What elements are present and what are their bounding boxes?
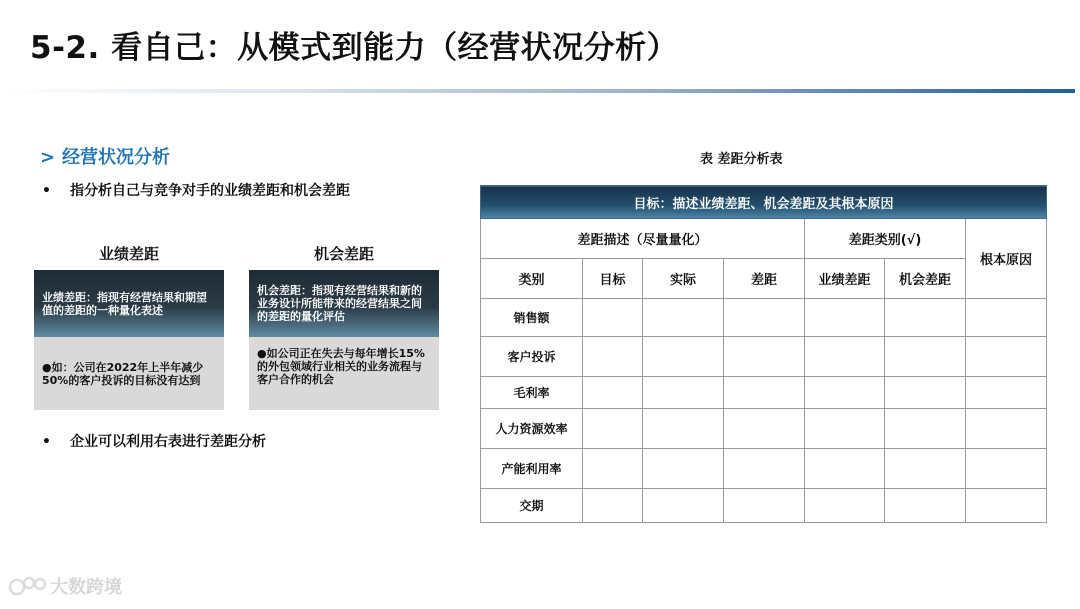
- table-cell: [966, 489, 1047, 523]
- table-column-header: 差距: [724, 259, 805, 299]
- table-row: [481, 449, 1047, 489]
- table-cell: [966, 299, 1047, 337]
- row-label: 人力资源效率: [481, 409, 583, 449]
- table-cell: [583, 299, 643, 337]
- table-banner: 目标：描述业绩差距、机会差距及其根本原因: [481, 186, 1047, 219]
- table-row: [481, 377, 1047, 409]
- table-row: [481, 409, 1047, 449]
- bullet-item: [42, 180, 350, 200]
- table-cell: [724, 449, 805, 489]
- card-definition: [249, 270, 439, 337]
- table-cell: [805, 409, 885, 449]
- table-cell: [805, 489, 885, 523]
- row-label: 客户投诉: [481, 337, 583, 377]
- card-opportunity-gap: [249, 270, 439, 410]
- table-cell: [966, 337, 1047, 377]
- table-cell: [966, 377, 1047, 409]
- row-label: 销售额: [481, 299, 583, 337]
- table-caption: 表 差距分析表: [700, 152, 783, 167]
- table-group-header: 根本原因: [966, 219, 1047, 299]
- table-cell: [885, 299, 966, 337]
- table-cell: [724, 489, 805, 523]
- table-cell: [643, 489, 724, 523]
- table-cell: [643, 449, 724, 489]
- row-label: 产能利用率: [481, 449, 583, 489]
- table-cell: [583, 377, 643, 409]
- table-cell: [805, 299, 885, 337]
- table-row: [481, 489, 1047, 523]
- bullet-text: 指分析自己与竞争对手的业绩差距和机会差距: [70, 183, 350, 199]
- table-column-header: 机会差距: [885, 259, 966, 299]
- table-column-header: 类别: [481, 259, 583, 299]
- table-cell: [724, 409, 805, 449]
- bullet-icon: •: [42, 183, 51, 199]
- table-cell: [885, 449, 966, 489]
- card-example: [34, 337, 224, 410]
- table-cell: [966, 409, 1047, 449]
- bullet-item: [42, 431, 266, 451]
- watermark: [8, 572, 122, 600]
- brand-logo-icon: [8, 572, 48, 600]
- card-performance-gap: [34, 270, 224, 410]
- table-column-header: 目标: [583, 259, 643, 299]
- table-cell: [724, 337, 805, 377]
- title-divider: [0, 89, 1075, 93]
- chevron-right-icon: >: [40, 147, 56, 168]
- page-title: 5-2. 看自己：从模式到能力（经营状况分析）: [30, 30, 679, 66]
- card-title-opportunity-gap: 机会差距: [313, 245, 374, 263]
- watermark-text: 大数跨境: [50, 577, 122, 598]
- section-heading-label: 经营状况分析: [62, 147, 170, 168]
- table-cell: [885, 377, 966, 409]
- card-definition: [34, 270, 224, 337]
- bullet-icon: •: [42, 434, 51, 450]
- table-cell: [724, 377, 805, 409]
- table-cell: [805, 377, 885, 409]
- table-cell: [885, 337, 966, 377]
- row-label: 毛利率: [481, 377, 583, 409]
- bullet-text: 企业可以利用右表进行差距分析: [70, 434, 266, 450]
- card-title-performance-gap: 业绩差距: [98, 245, 159, 263]
- table-group-header: 差距描述（尽量量化）: [481, 219, 805, 259]
- table-cell: [805, 337, 885, 377]
- section-heading: [40, 143, 170, 169]
- table-row: [481, 337, 1047, 377]
- table-cell: [724, 299, 805, 337]
- card-definition-text: 机会差距：指现有经营结果和新的业务设计所能带来的经营结果之间的差距的量化评估: [257, 284, 422, 323]
- table-cell: [583, 337, 643, 377]
- card-definition-text: 业绩差距：指现有经营结果和期望值的差距的一种量化表述: [42, 290, 207, 317]
- table-group-header: 差距类别(√): [805, 219, 966, 259]
- gap-analysis-table: [480, 185, 1047, 523]
- card-example-text: ●如：公司在2022年上半年减少50%的客户投诉的目标没有达到: [42, 360, 204, 387]
- row-label: 交期: [481, 489, 583, 523]
- table-cell: [885, 489, 966, 523]
- table-cell: [805, 449, 885, 489]
- table-cell: [643, 337, 724, 377]
- table-cell: [583, 409, 643, 449]
- card-example: [249, 337, 439, 410]
- table-row: [481, 299, 1047, 337]
- table-cell: [643, 409, 724, 449]
- card-example-text: ●如公司正在失去与每年增长15%的外包领域行业相关的业务流程与客户合作的机会: [257, 347, 425, 386]
- table-cell: [583, 489, 643, 523]
- table-column-header: 业绩差距: [805, 259, 885, 299]
- table-cell: [885, 409, 966, 449]
- table-cell: [643, 377, 724, 409]
- table-cell: [966, 449, 1047, 489]
- table-cell: [643, 299, 724, 337]
- table-cell: [583, 449, 643, 489]
- table-column-header: 实际: [643, 259, 724, 299]
